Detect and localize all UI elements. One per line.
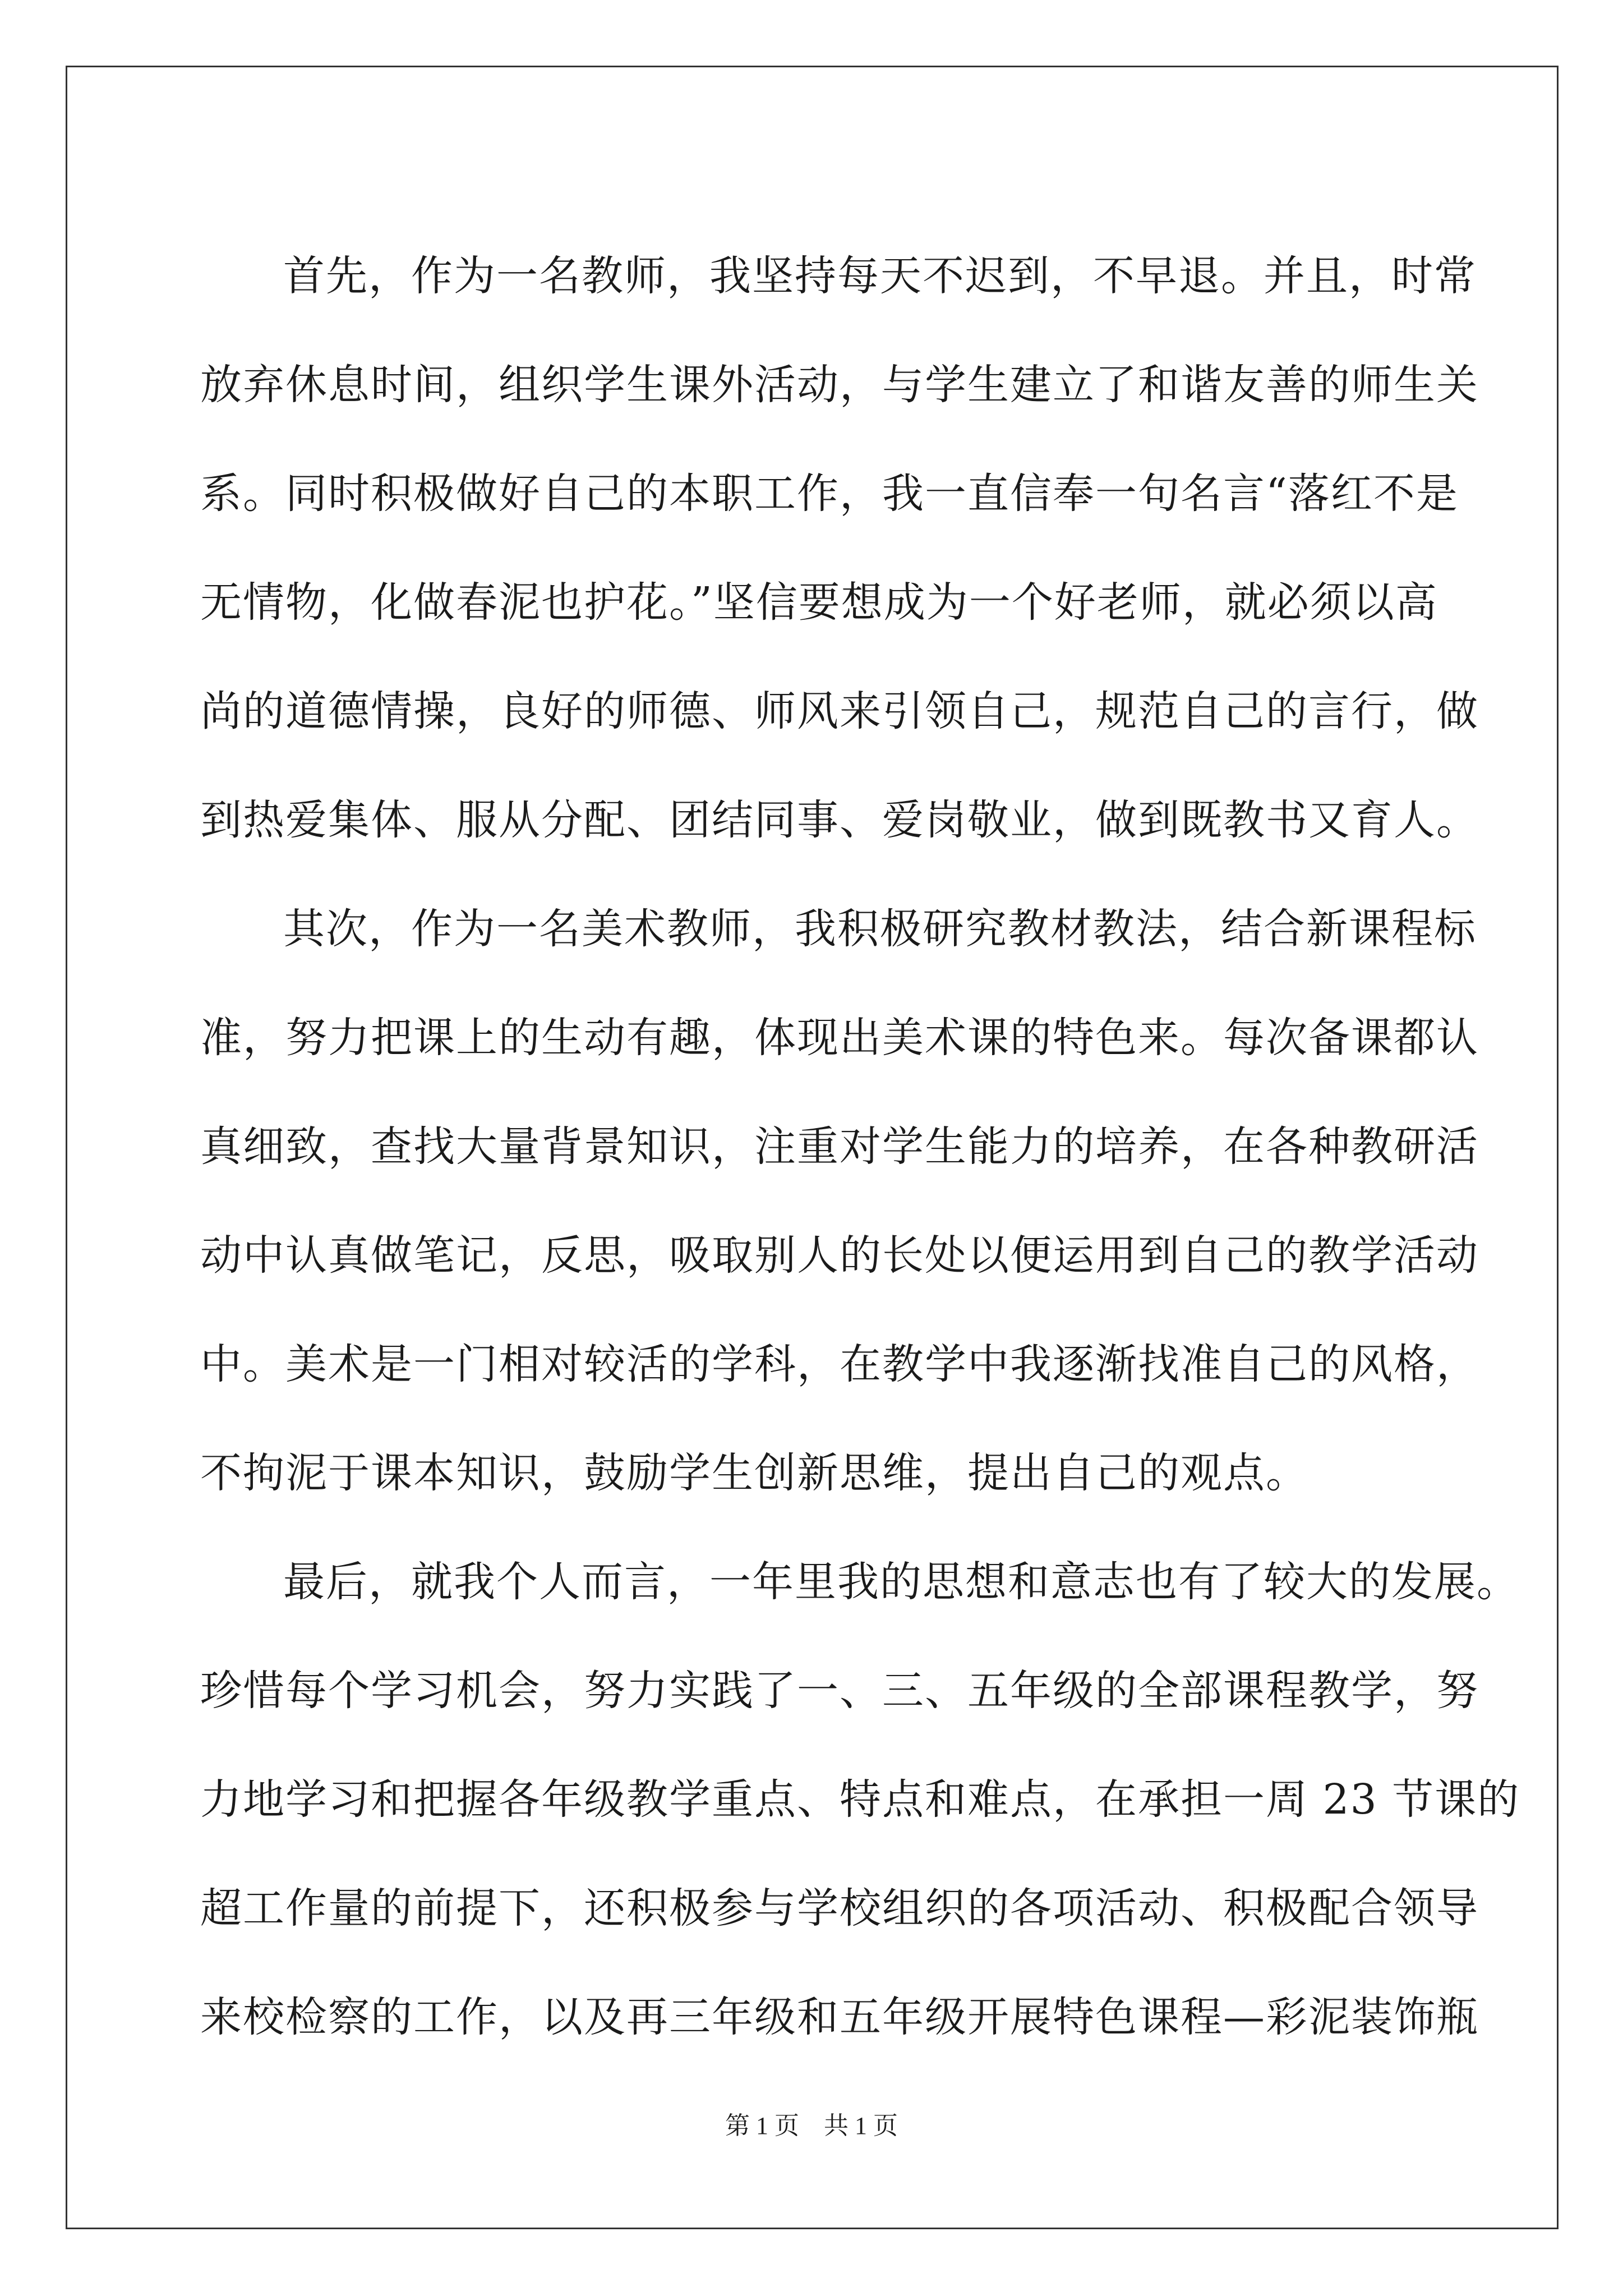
paragraph-1-line-1: 首先，作为一名教师，我坚持每天不迟到，不早退。并且，时常 — [283, 252, 1477, 300]
paragraph-3-line-2: 珍惜每个学习机会，努力实践了一、三、五年级的全部课程教学，努 — [200, 1667, 1479, 1715]
paragraph-2-line-6: 不拘泥于课本知识，鼓励学生创新思维，提出自己的观点。 — [200, 1449, 1308, 1497]
paragraph-2-line-2: 准，努力把课上的生动有趣，体现出美术课的特色来。每次备课都认 — [200, 1014, 1479, 1062]
paragraph-3-line-4: 超工作量的前提下，还积极参与学校组织的各项活动、积极配合领导 — [200, 1884, 1479, 1932]
paragraph-1-line-3: 系。同时积极做好自己的本职工作，我一直信奉一句名言“落红不是 — [200, 470, 1459, 518]
paragraph-1-line-2: 放弃休息时间，组织学生课外活动，与学生建立了和谐友善的师生关 — [200, 361, 1479, 409]
paragraph-2-line-4: 动中认真做笔记，反思，吸取别人的长处以便运用到自己的教学活动 — [200, 1231, 1479, 1280]
paragraph-3-line-3: 力地学习和把握各年级教学重点、特点和难点，在承担一周 23 节课的 — [200, 1775, 1520, 1824]
paragraph-1-line-5: 尚的道德情操，良好的师德、师风来引领自己，规范自己的言行，做 — [200, 687, 1479, 735]
paragraph-2-line-5: 中。美术是一门相对较活的学科，在教学中我逐渐找准自己的风格， — [200, 1340, 1479, 1388]
paragraph-2-line-1: 其次，作为一名美术教师，我积极研究教材教法，结合新课程标 — [283, 905, 1477, 953]
paragraph-2-line-3: 真细致，查找大量背景知识，注重对学生能力的培养，在各种教研活 — [200, 1122, 1479, 1171]
paragraph-1-line-6: 到热爱集体、服从分配、团结同事、爱岗敬业，做到既教书又育人。 — [200, 796, 1479, 844]
paragraph-3-line-1: 最后，就我个人而言，一年里我的思想和意志也有了较大的发展。 — [283, 1558, 1519, 1606]
document-body — [200, 222, 1520, 2072]
paragraph-3-line-5: 来校检察的工作，以及再三年级和五年级开展特色课程—彩泥装饰瓶 — [200, 1993, 1479, 2041]
paragraph-1-line-4: 无情物，化做春泥也护花。”坚信要想成为一个好老师，就必须以高 — [200, 578, 1438, 627]
page-number-footer: 第 1 页 共 1 页 — [725, 2112, 898, 2139]
